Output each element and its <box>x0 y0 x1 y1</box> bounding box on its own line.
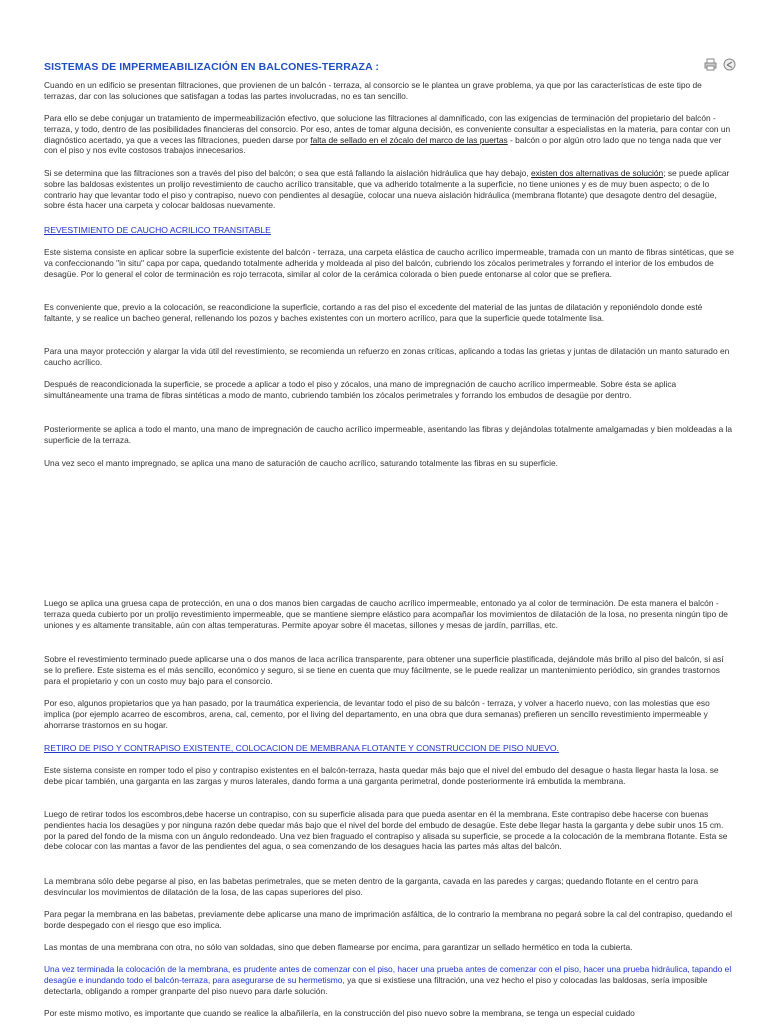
paragraph-3-text-end: ; se puede aplicar sobre las baldosas existentes un prolijo revestimiento de caucho acrílico transitable, que va adherido totalmente a la superficie, no tiene uniones y es de muy buen aspecto; o de lo contrario hay que levantar todo el piso y contrapiso, nuevo con pendientes al desagüe, colocar una nueva aislación hidráulica (membrana flotante) que desagote dentro del desagüe, sobre ésta hacer una carpeta y colocar baldosas nuevamente. <box>44 168 730 211</box>
paragraph-11: Sobre el revestimiento terminado puede aplicarse una o dos manos de laca acrílica transparente, para obtener una superficie plastificada, dejándole más brillo al piso del balcón, si así se lo prefiere. Este sistema es el más sencillo, económico y seguro, si se tiene en cuenta que muy fácilmente, se le puede realizar un mantenimiento periódico, sin grandes trastornos para el propietario y con un costo muy bajo para el consorcio. <box>44 654 724 686</box>
paragraph-2-text: Para ello se debe conjugar un tratamiento de impermeabilización efectivo, que solucione las filtraciones al damnificado, con las exigencias de terminación del propietario del balcón - terraza, y todo, dentro de las posibilidades financieras del consorcio. Por eso, antes de tomar alguna decisión, es conveniente consultar a especialistas en la materia, para contar con un diagnóstico acertado, ya que a veces las filtraciones, pueden darse por <box>44 113 731 145</box>
paragraph-15: La membrana sólo debe pegarse al piso, en las babetas perimetrales, que se meten dentro de la garganta, cavada en las paredes y cargas; quedando flotante en el centro para desvincular los movimientos de dilatación de la losa, de las capas superiores del piso. <box>44 876 699 897</box>
toolbar <box>704 58 736 71</box>
paragraph-2-underlined: falta de sellado en el zócalo del marco de las puertas <box>310 134 508 145</box>
paragraph-14: Luego de retirar todos los escombros,debe hacerse un contrapiso, con su superficie alisada para que pueda asentar en él la membrana. Este contrapiso debe hacerse con buenas pendientes hacia los desagües y por ninguna razón debe quedar más bajo que el nivel del borde del embudo de desagüe. Este debe llegar hasta la garganta y debe subir unos 15 cm. por la pared del fondo de la misma con un ángulo redondeado. Una vez bien fraguado el contrapiso y alisada su superficie, se procede a la colocación de la membrana flotante. Esta se debe colocar con las mantas a favor de las pendientes del agua, o sea comenzando de los desagues hacia las partes más altas del balcón. <box>44 809 728 852</box>
paragraph-12: Por eso, algunos propietarios que ya han pasado, por la traumática experiencia, de levantar todo el piso de su balcón - terraza, y volver a hacerlo nuevo, con las molestias que eso implica (por ejemplo acarreo de escombros, arena, cal, cemento, por el living del departamento, en una obra que dura semanas) prefieren un sencillo revestimiento impermeable y ahorrarse trastornos en su hogar. <box>44 698 710 730</box>
paragraph-3-text: Si se determina que las filtraciones son a través del piso del balcón; o sea que está fallando la aislación hidráulica que hay debajo, <box>44 168 531 178</box>
paragraph-18-text: , ya que si existiese una filtración, una vez hecho el piso y colocadas las baldosas, sería imposible detectarla, obligando a romper granparte del piso nuevo para darle solución. <box>44 974 708 996</box>
paragraph-4: Este sistema consiste en aplicar sobre la superficie existente del balcón - terraza, una carpeta elástica de caucho acrílico impermeable, tramada con un manto de fibras sintéticas, que se va confeccionando "in situ" capa por capa, quedando totalmente adherida y moldeada al piso del balcón, cubriendo los zócalos perimetrales y forrando el interior de los embudos de desagüe. Por lo general el color de terminación es rojo terracota, similar al color de la cerámica colorada o bien puede entonarse al color que se prefiera. <box>44 247 734 279</box>
paragraph-2 <box>44 113 734 156</box>
paragraph-7: Después de reacondicionada la superficie, se procede a aplicar a todo el piso y zócalos, una mano de impregnación de caucho acrílico impermeable. Sobre ésta se aplica simultáneamente una trama de fibras sintéticas a modo de manto, cubriendo también los zócalos perimetrales y forrando los embudos de desagüe por dentro. <box>44 379 677 400</box>
section-link-membrana-flotante[interactable]: RETIRO DE PISO Y CONTRAPISO EXISTENTE, COLOCACION DE MEMBRANA FLOTANTE Y CONSTRUCCION DE PISO NUEVO. <box>44 743 559 753</box>
paragraph-19: Por este mismo motivo, es importante que cuando se realice la albañilería, en la construcción del piso nuevo sobre la membrana, se tenga un especial cuidado <box>44 1008 635 1018</box>
paragraph-2-text-end: - balcón o por algún otro lado que no tenga nada que ver con el piso y nos evite costosos trabajos innecesarios. <box>44 134 722 156</box>
paragraph-17: Las montas de una membrana con otra, no sólo van soldadas, sino que deben flamearse por encima, para garantizar un sellado hermético en toda la cubierta. <box>44 942 633 952</box>
paragraph-16: Para pegar la membrana en las babetas, previamente debe aplicarse una mano de imprimación asfáltica, de lo contrario la membrana no pegará sobre la cal del contrapiso, quedando el borde despegado con el riesgo que eso implica. <box>44 909 733 930</box>
intro-paragraph: Cuando en un edificio se presentan filtraciones, que provienen de un balcón - terraza, al consorcio se le plantea un grave problema, ya que por las características de este tipo de terrazas, dar con las soluciones que satisfagan a todas las partes involucradas, no es tan sencillo. <box>44 80 702 101</box>
share-icon[interactable] <box>723 58 736 71</box>
paragraph-6: Para una mayor protección y alargar la vida útil del revestimiento, se recomienda un refuerzo en zonas críticas, aplicando a todas las grietas y juntas de dilatación un manto saturado en caucho acrílico. <box>44 346 730 367</box>
paragraph-18-highlight: Una vez terminada la colocación de la membrana, es prudente antes de comenzar con el piso, hacer una prueba antes de comenzar con el piso, hacer una prueba hidráulica, tapando el desagüe e inundando todo el balcón-terraza, para asegurarse de su hermetismo <box>44 964 732 985</box>
paragraph-5: Es conveniente que, previo a la colocación, se reacondicione la superficie, cortando a ras del piso el excedente del material de las juntas de dilatación y reponiéndolo donde esté faltante, y se realice un bacheo general, rellenando los pozos y baches existentes con un mortero acrílico, para que la superficie quede totalmente lisa. <box>44 302 703 323</box>
paragraph-8: Posteriormente se aplica a todo el manto, una mano de impregnación de caucho acrílico impermeable, asentando las fibras y dejándolas totalmente amalgamadas y bien moldeadas a la superficie de la terraza. <box>44 424 733 445</box>
print-icon[interactable] <box>704 58 717 71</box>
paragraph-18 <box>44 964 734 996</box>
section-link-caucho-acrilico[interactable]: REVESTIMIENTO DE CAUCHO ACRILICO TRANSITABLE <box>44 225 271 235</box>
paragraph-13: Este sistema consiste en romper todo el piso y contrapiso existentes en el balcón-terraza, hasta quedar más bajo que el nivel del embudo del desague o hasta llegar hasta la losa. se debe picar también, una garganta en las zargas y muros laterales, dando forma a una garganta perimetral, donde posteriormente irá embutida la membrana. <box>44 765 719 786</box>
paragraph-3-underlined: existen dos alternativas de solución <box>531 168 664 178</box>
paragraph-3 <box>44 168 734 211</box>
paragraph-10: Luego se aplica una gruesa capa de protección, en una o dos manos bien cargadas de caucho acrílico impermeable, entonado ya al color de terminación. De esta manera el balcón - terraza queda cubierto por un prolijo revestimiento impermeable, que se mantiene siempre elástico para acompañar los movimientos de dilatación de la losa, no presenta ningún tipo de uniones y es altamente transitable, aún con altas temperaturas. Permite apoyar sobre él macetas, sillones y mesas de jardín, parrillas, etc. <box>44 598 728 630</box>
paragraph-9: Una vez seco el manto impregnado, se aplica una mano de saturación de caucho acrílico, saturando totalmente las fibras en su superficie. <box>44 458 558 468</box>
page-title: SISTEMAS DE IMPERMEABILIZACIÓN EN BALCONES-TERRAZA : <box>44 61 379 73</box>
